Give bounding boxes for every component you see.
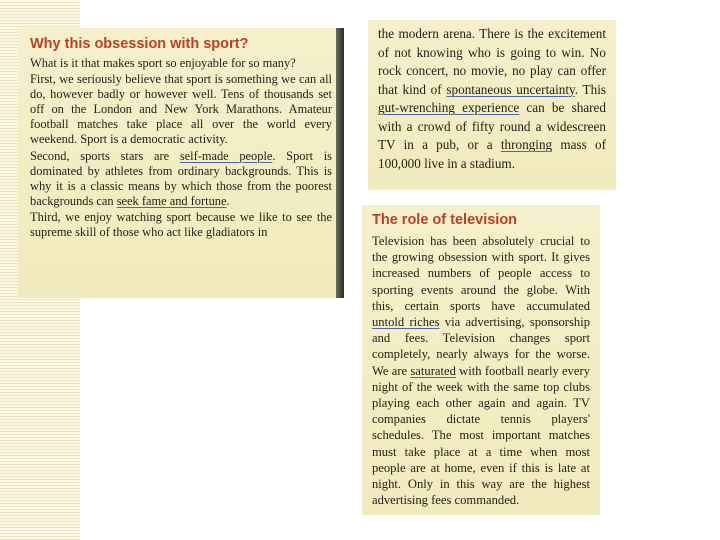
highlighted-phrase: gut-wrenching experience [378,100,520,115]
intro-paragraph: What is it that makes sport so enjoyable for so many? [30,56,296,70]
highlighted-phrase: spontaneous uncertainty [446,81,575,97]
highlighted-phrase: self-made people [179,148,273,163]
first-reason-paragraph: First, we seriously believe that sport is something we can all do, however badly or however well. Tens of thousands set off on the London and New York Marathons. Amateur football matches take place all over the world every weekend. Sport is a democratic activity. [30,72,332,147]
highlighted-phrase: seek fame and fortune [116,193,227,208]
highlighted-phrase: saturated [410,363,456,378]
section-heading: The role of television [372,212,518,228]
continuation-paragraph: the modern arena. There is the excitement of not knowing who is going to win. No rock concert, no movie, no play can offer that kind of spontaneous uncertainty. This gut-wrenching experience can be shared with a crowd of fifty round a widescreen TV in a pub, or a thronging mass of 100,000 live in a stadium. [378,26,606,171]
obsession-article-panel [18,28,344,298]
second-reason-paragraph: Second, sports stars are self-made people. Sport is dominated by athletes from ordinary backgrounds. This is why it is a classic means by which those from the poorest backgrounds can seek fame and fortune. [30,148,332,208]
highlighted-phrase: thronging [500,137,553,152]
television-paragraph: Television has been absolutely crucial to the growing obsession with sport. It gives increased numbers of people access to sporting events around the globe. With this, certain sports have accumulated untold riches via advertising, sponsorship and fees. Television changes sport completely, nearly always for the worse. We are saturated with football nearly every night of the week with the same top clubs playing each other again and again. TV companies dictate tennis players' schedules. The most important matches must take place at a time when most people are at home, even if this is late at night. Only in this way are the highest advertising fees commanded. [372,234,590,508]
article-heading: Why this obsession with sport? [30,36,249,52]
television-article-panel [362,205,600,515]
third-reason-paragraph: Third, we enjoy watching sport because we like to see the supreme skill of those who act like gladiators in [30,209,332,240]
highlighted-phrase: untold riches [372,315,440,330]
page-edge-shadow [336,28,344,298]
continuation-panel [368,20,616,190]
